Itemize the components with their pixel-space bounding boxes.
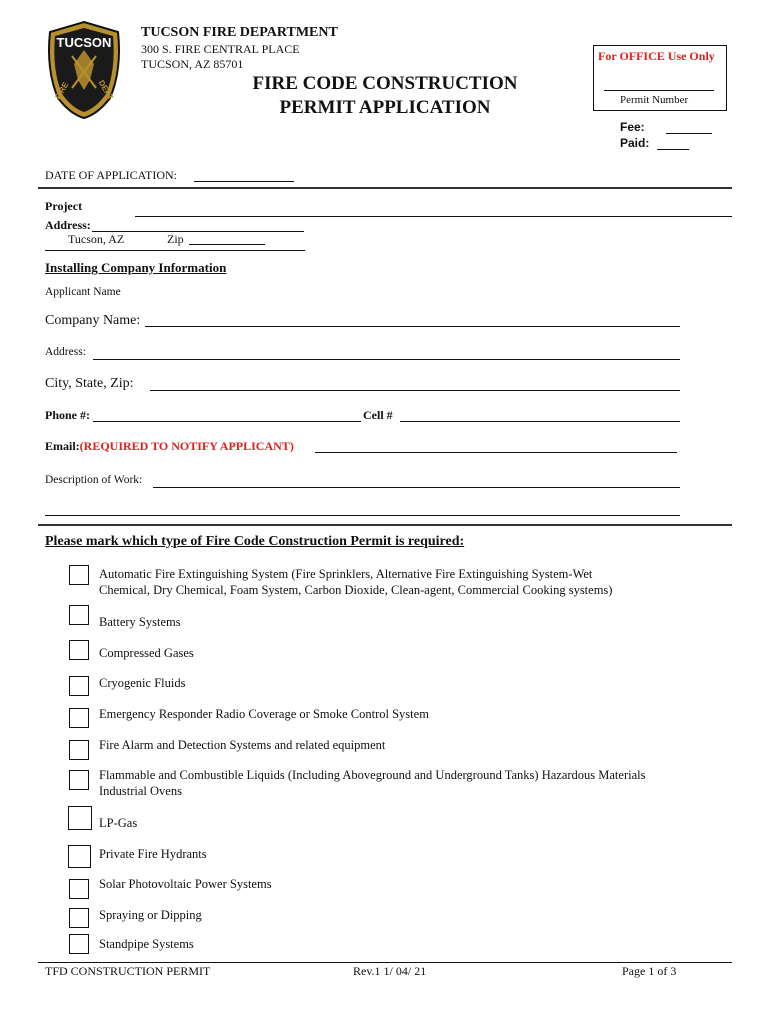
department-address-line2: TUCSON, AZ 85701 (141, 57, 244, 71)
option-compressed-gases: Compressed Gases (99, 646, 194, 660)
checkbox-battery-systems[interactable] (69, 605, 89, 625)
option-fire-alarm-detection: Fire Alarm and Detection Systems and related equipment (99, 738, 386, 752)
phone-label: Phone #: (45, 408, 90, 422)
office-use-box (593, 45, 727, 111)
option-automatic-fire-extinguishing (99, 566, 739, 598)
email-label-row (45, 439, 294, 454)
footer-divider (38, 962, 732, 963)
email-required-note: (REQUIRED TO NOTIFY APPLICANT) (79, 439, 294, 453)
description-label: Description of Work: (45, 474, 143, 486)
form-title-line2: PERMIT APPLICATION (279, 97, 491, 118)
option-solar-photovoltaic: Solar Photovoltaic Power Systems (99, 877, 272, 891)
zip-field[interactable] (189, 244, 265, 245)
office-use-label: For OFFICE Use Only (598, 49, 715, 63)
option-emergency-responder-radio: Emergency Responder Radio Coverage or Smoke Control System (99, 707, 429, 721)
fire-department-logo (44, 20, 124, 120)
city-value: Tucson, AZ (68, 232, 125, 246)
description-field-line2[interactable] (45, 515, 680, 516)
company-address-field[interactable] (93, 359, 680, 360)
option-battery-systems: Battery Systems (99, 615, 181, 629)
checkbox-compressed-gases[interactable] (69, 640, 89, 660)
logo-text-right: DEPT. (96, 78, 116, 103)
logo-text-left: FIRE (53, 80, 71, 101)
phone-field[interactable] (93, 421, 361, 422)
checkbox-fire-alarm-detection[interactable] (69, 740, 89, 760)
zip-label: Zip (167, 232, 184, 246)
checkbox-solar-photovoltaic[interactable] (69, 879, 89, 899)
description-field-line1[interactable] (153, 487, 680, 488)
option-text-line1: Automatic Fire Extinguishing System (Fire Sprinklers, Alternative Fire Extinguishing System-Wet (99, 567, 593, 581)
fee-label: Fee: (620, 120, 645, 134)
footer-revision: Rev.1 1/ 04/ 21 (353, 964, 427, 978)
checkbox-flammable-combustible-liquids[interactable] (69, 770, 89, 790)
company-name-label: Company Name: (45, 313, 141, 328)
fee-field[interactable] (666, 133, 712, 134)
company-section-title-text: Installing Company Information (45, 260, 227, 275)
cell-label: Cell # (363, 408, 393, 422)
option-standpipe-systems: Standpipe Systems (99, 937, 194, 951)
email-field[interactable] (315, 452, 677, 453)
project-label: Project (45, 199, 83, 213)
company-address-label: Address: (45, 346, 86, 358)
date-of-application-label: DATE OF APPLICATION: (45, 168, 178, 182)
paid-label: Paid: (620, 136, 650, 150)
checkbox-emergency-responder-radio[interactable] (69, 708, 89, 728)
permit-number-label: Permit Number (620, 94, 689, 106)
permit-type-heading (45, 534, 464, 550)
option-flammable-combustible-liquids (99, 767, 739, 799)
checkbox-standpipe-systems[interactable] (69, 934, 89, 954)
footer-left: TFD CONSTRUCTION PERMIT (45, 964, 211, 978)
footer-page-number: Page 1 of 3 (622, 964, 677, 978)
department-address-line1: 300 S. FIRE CENTRAL PLACE (141, 42, 300, 56)
logo-text-top: TUCSON (56, 35, 112, 50)
permit-number-field[interactable] (604, 90, 714, 91)
option-text-line1: Flammable and Combustible Liquids (Including Aboveground and Underground Tanks) Hazardous Materials (99, 768, 646, 782)
city-state-zip-label: City, State, Zip: (45, 376, 134, 391)
email-label: Email: (45, 439, 80, 453)
paid-field[interactable] (657, 149, 689, 150)
cell-field[interactable] (400, 421, 680, 422)
section-divider-bottom (38, 524, 732, 526)
date-of-application-field[interactable] (194, 181, 294, 182)
checkbox-automatic-fire-extinguishing[interactable] (69, 565, 89, 585)
checkbox-spraying-dipping[interactable] (69, 908, 89, 928)
option-cryogenic-fluids: Cryogenic Fluids (99, 676, 186, 690)
option-lp-gas: LP-Gas (99, 816, 138, 830)
checkbox-private-fire-hydrants[interactable] (68, 845, 91, 868)
department-name: TUCSON FIRE DEPARTMENT (141, 25, 338, 40)
option-spraying-dipping: Spraying or Dipping (99, 908, 202, 922)
checkbox-lp-gas[interactable] (68, 806, 92, 830)
city-state-zip-field[interactable] (150, 390, 680, 391)
form-title-line1: FIRE CODE CONSTRUCTION (252, 73, 518, 94)
option-text-line2: Industrial Ovens (99, 784, 182, 798)
company-section-title (45, 260, 226, 276)
section-divider-top (38, 187, 732, 189)
company-name-field[interactable] (145, 326, 680, 327)
permit-type-heading-text: Please mark which type of Fire Code Construction Permit is required: (45, 534, 465, 549)
option-private-fire-hydrants: Private Fire Hydrants (99, 847, 207, 861)
project-address-underline (45, 250, 305, 251)
checkbox-cryogenic-fluids[interactable] (69, 676, 89, 696)
option-text-line2: Chemical, Dry Chemical, Foam System, Carbon Dioxide, Clean-agent, Commercial Cooking systems) (99, 583, 613, 597)
applicant-name-label: Applicant Name (45, 286, 121, 298)
project-field[interactable] (135, 216, 732, 217)
address-label: Address: (45, 218, 91, 232)
